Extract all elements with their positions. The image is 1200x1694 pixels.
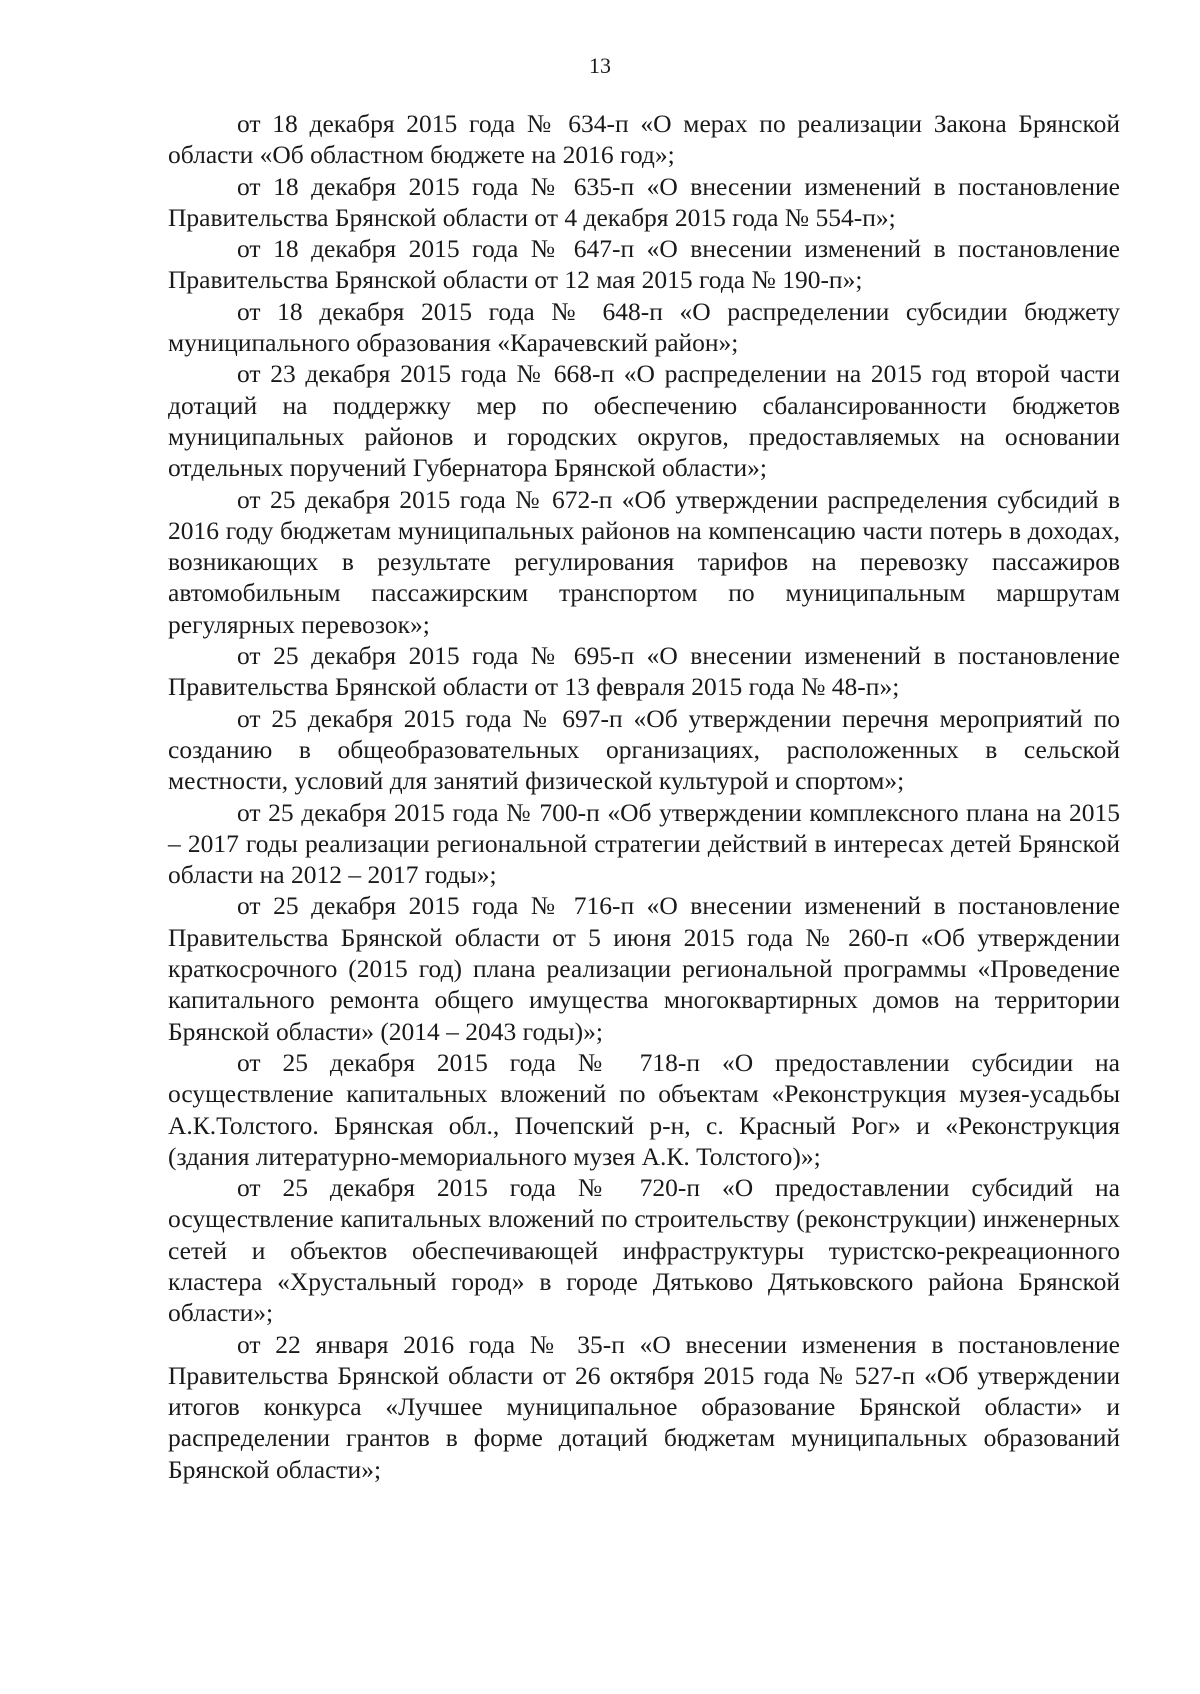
document-body	[168, 108, 1120, 1485]
paragraph-1: от 18 декабря 2015 года № 634-п «О мерах по реализации Закона Брянской области «Об областном бюджете на 2016 год»;	[168, 109, 1120, 170]
page-number: 13	[589, 53, 611, 78]
paragraph-2: от 18 декабря 2015 года № 635-п «О внесении изменений в постановление Правительства Брянской области от 4 декабря 2015 года № 554-п»;	[168, 171, 1120, 232]
paragraph-9: от 25 декабря 2015 года № 700-п «Об утверждении комплексного плана на 2015 – 2017 годы реализации региональной стратегии действий в интересах детей Брянской области на 2012 – 2017 годы»;	[168, 797, 1120, 890]
paragraph-10: от 25 декабря 2015 года № 716-п «О внесении изменений в постановление Правительства Брянской области от 5 июня 2015 года № 260-п «Об утверждении краткосрочного (2015 год) плана реализации региональной программы «Проведение капитального ремонта общего имущества многоквартирных домов на территории Брянской области» (2014 – 2043 годы)»;	[168, 891, 1120, 1046]
paragraph-5: от 23 декабря 2015 года № 668-п «О распределении на 2015 год второй части дотаций на поддержку мер по обеспечению сбалансированности бюджетов муниципальных районов и городских округов, предоставляемых на основании отдельных поручений Губернатора Брянской области»;	[168, 359, 1120, 483]
paragraph-6: от 25 декабря 2015 года № 672-п «Об утверждении распределения субсидий в 2016 году бюджетам муниципальных районов на компенсацию части потерь в доходах, возникающих в результате регулирования тарифов на перевозку пассажиров автомобильным пассажирским транспортом по муниципальным маршрутам регулярных перевозок»;	[168, 484, 1120, 639]
paragraph-13: от 22 января 2016 года № 35-п «О внесении изменения в постановление Правительства Брянской области от 26 октября 2015 года № 527-п «Об утверждении итогов конкурса «Лучшее муниципальное образование Брянской области» и распределении грантов в форме дотаций бюджетам муниципальных образований Брянской области»;	[168, 1329, 1120, 1484]
paragraph-3: от 18 декабря 2015 года № 647-п «О внесении изменений в постановление Правительства Брянской области от 12 мая 2015 года № 190-п»;	[168, 234, 1120, 295]
paragraph-7: от 25 декабря 2015 года № 695-п «О внесении изменений в постановление Правительства Брянской области от 13 февраля 2015 года № 48-п»;	[168, 641, 1120, 702]
paragraph-12: от 25 декабря 2015 года № 720-п «О предоставлении субсидий на осуществление капитальных вложений по строительству (реконструкции) инженерных сетей и объектов обеспечивающей инфраструктуры туристско-рекреационного кластера «Хрустальный город» в городе Дятьково Дятьковского района Брянской области»;	[168, 1173, 1120, 1328]
paragraph-4: от 18 декабря 2015 года № 648-п «О распределении субсидии бюджету муниципального образования «Карачевский район»;	[168, 296, 1120, 358]
paragraph-11: от 25 декабря 2015 года № 718-п «О предоставлении субсидии на осуществление капитальных вложений по объектам «Реконструкция музея-усадьбы А.К.Толстого. Брянская обл., Почепский р-н, с. Красный Рог» и «Реконструкция (здания литературно-мемориального музея А.К. Толстого)»;	[168, 1047, 1120, 1171]
paragraph-8: от 25 декабря 2015 года № 697-п «Об утверждении перечня мероприятий по созданию в общеобразовательных организациях, расположенных в сельской местности, условий для занятий физической культурой и спортом»;	[168, 703, 1120, 796]
